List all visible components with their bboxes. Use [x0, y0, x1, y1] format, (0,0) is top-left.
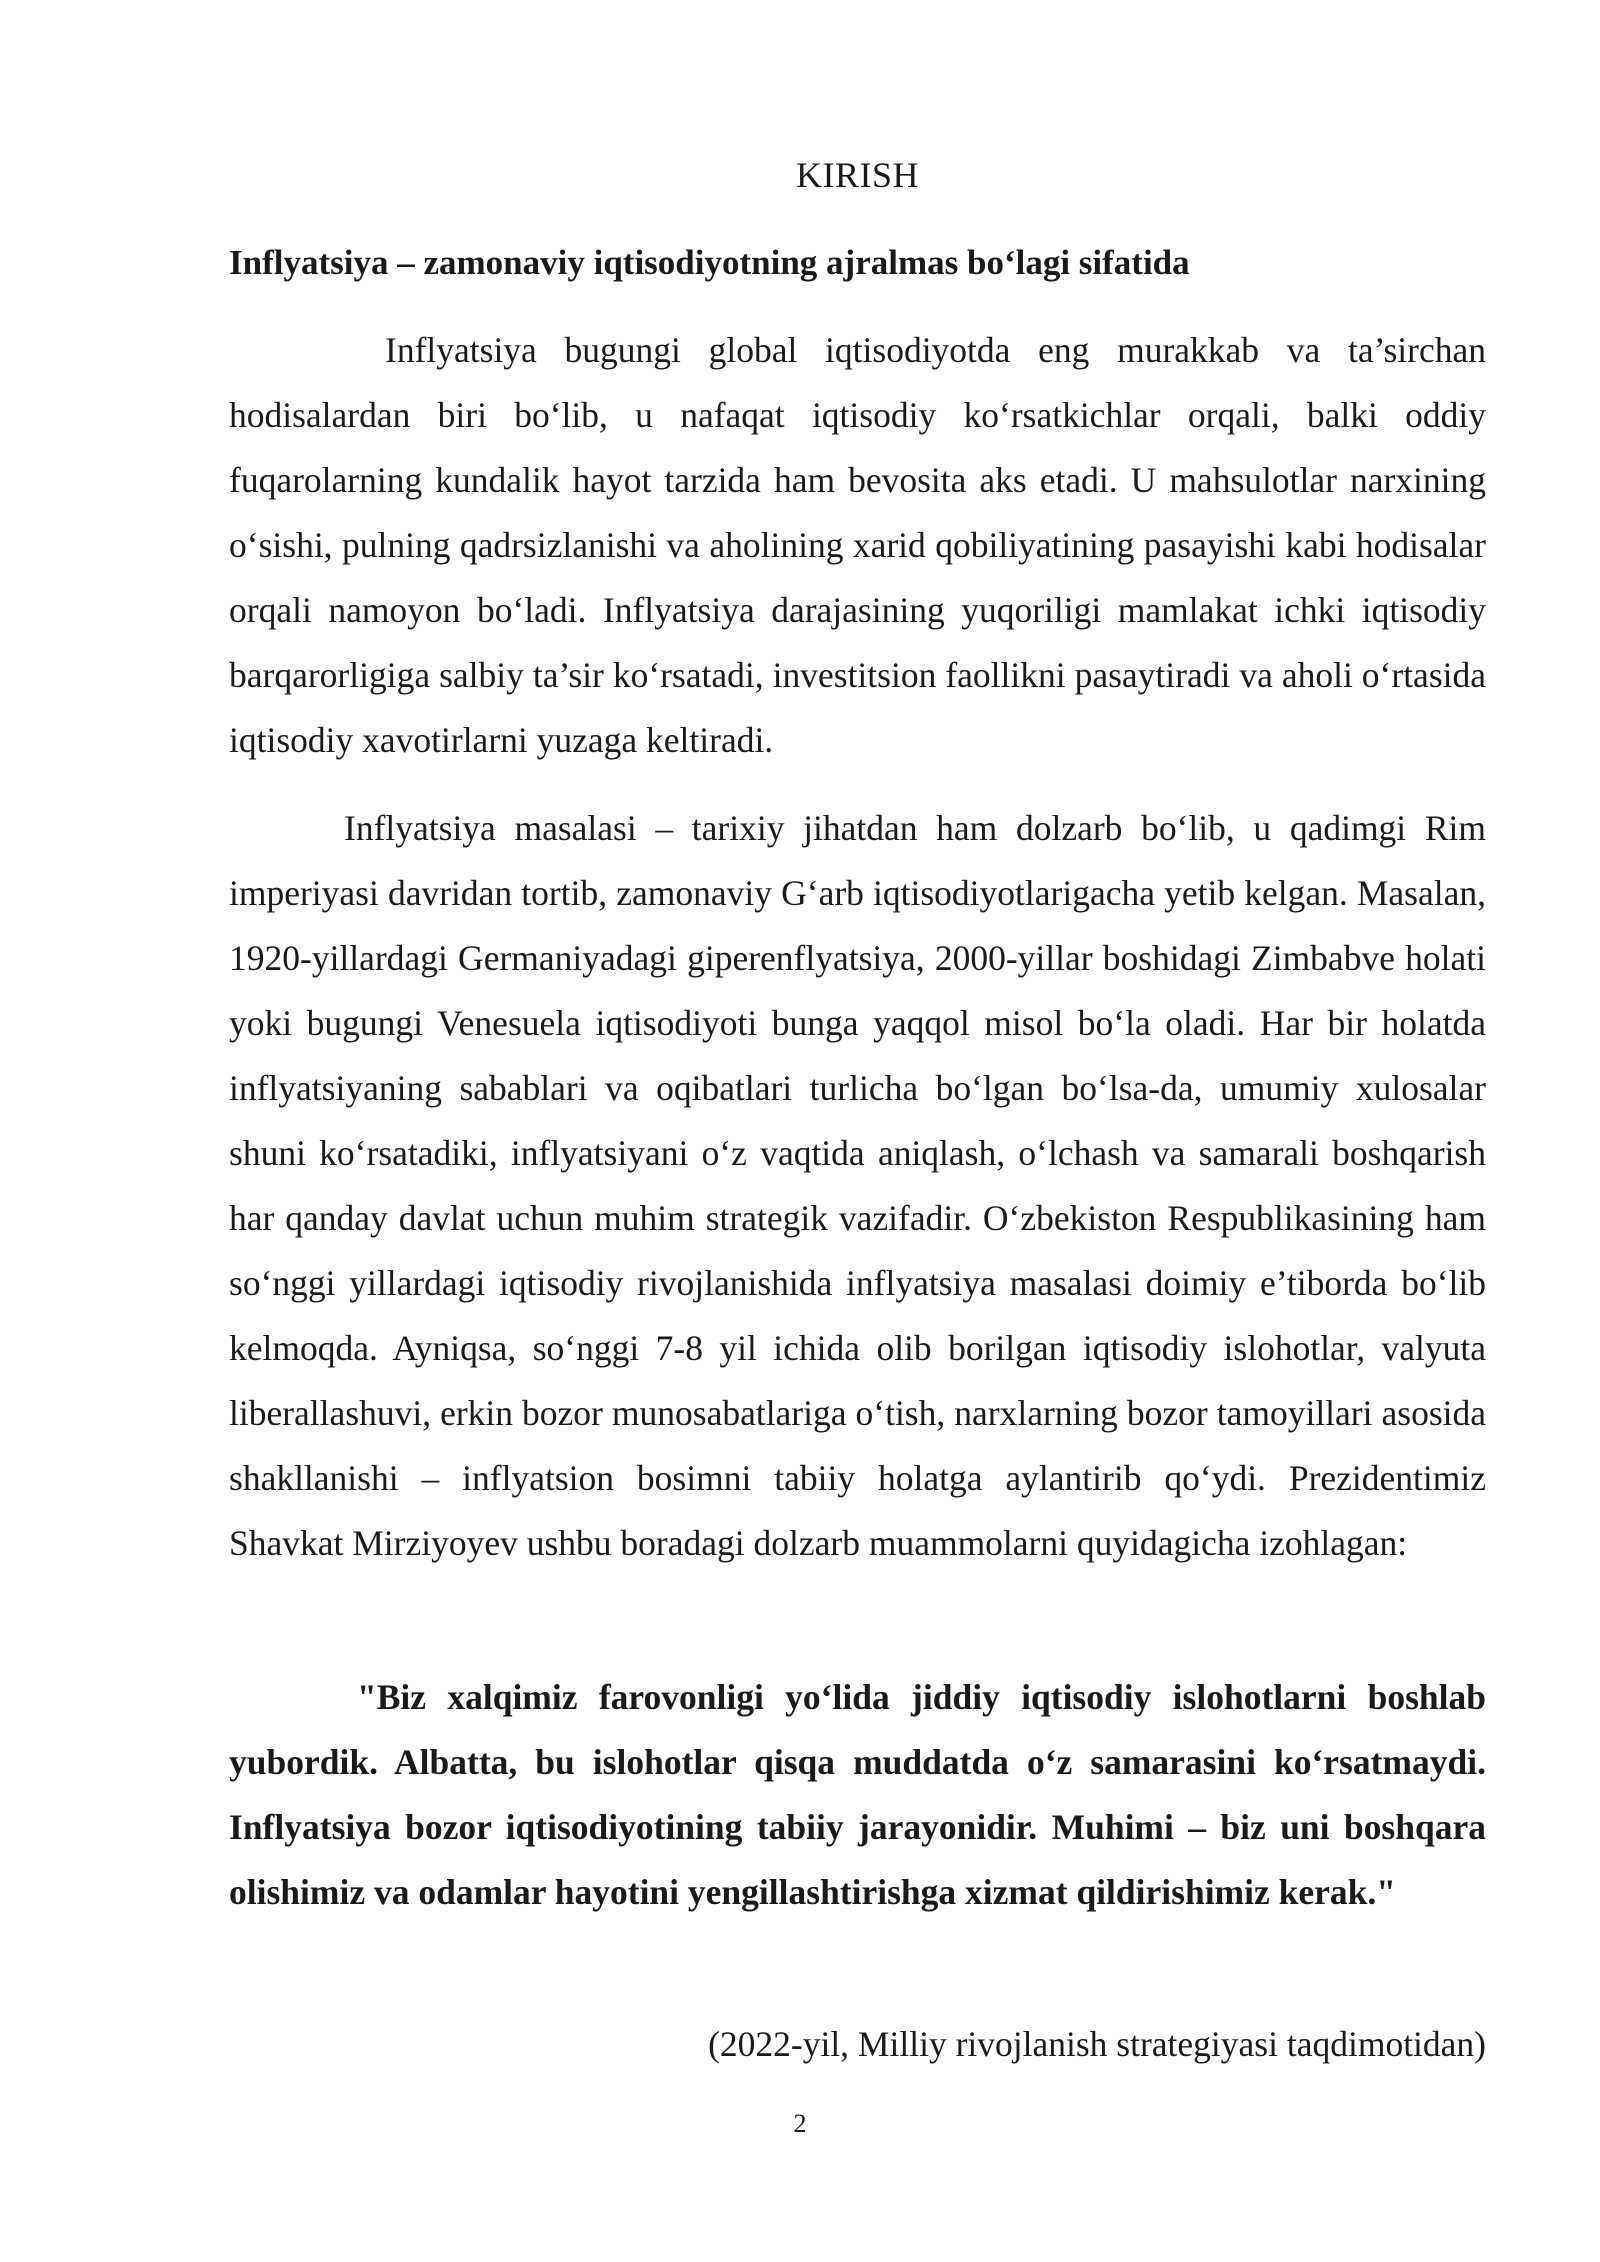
- paragraph-history: Inflyatsiya masalasi – tarixiy jihatdan ham dolzarb bo‘lib, u qadimgi Rim imperiyasi davridan tortib, zamonaviy G‘arb iqtisodiyotlarigacha yetib kelgan. Masalan, 1920-yillardagi Germaniyadagi giperenflyatsiya, 2000-yillar boshidagi Zimbabve holati yoki bugungi Venesuela iqtisodiyoti bunga yaqqol misol bo‘la oladi. Har bir holatda inflyatsiyaning sabablari va oqibatlari turlicha bo‘lgan bo‘lsa-da, umumiy xulosalar shuni ko‘rsatadiki, inflyatsiyani o‘z vaqtida aniqlash, o‘lchash va samarali boshqarish har qanday davlat uchun muhim strategik vazifadir. O‘zbekiston Respublikasining ham so‘nggi yillardagi iqtisodiy rivojlanishida inflyatsiya masalasi doimiy e’tiborda bo‘lib kelmoqda. Ayniqsa, so‘nggi 7-8 yil ichida olib borilgan iqtisodiy islohotlar, valyuta liberallashuvi, erkin bozor munosabatlariga o‘tish, narxlarning bozor tamoyillari asosida shakllanishi – inflyatsion bosimni tabiiy holatga aylantirib qo‘ydi. Prezidentimiz Shavkat Mirziyoyev ushbu boradagi dolzarb muammolarni quyidagicha izohlagan:: [229, 808, 1486, 1563]
- president-quote: "Biz xalqimiz farovonligi yo‘lida jiddiy iqtisodiy islohotlarni boshlab yubordik. Albatta, bu islohotlar qisqa muddatda o‘z samarasini ko‘rsatmaydi. Inflyatsiya bozor iqtisodiyotining tabiiy jarayonidir. Muhimi – biz uni boshqara olishimiz va odamlar hayotini yengillashtirishga xizmat qildirishimiz kerak.": [229, 1677, 1486, 1912]
- page-number: 2: [793, 2109, 807, 2138]
- paragraph-intro: Inflyatsiya bugungi global iqtisodiyotda eng murakkab va ta’sirchan hodisalardan biri bo‘lib, u nafaqat iqtisodiy ko‘rsatkichlar orqali, balki oddiy fuqarolarning kundalik hayot tarzida ham bevosita aks etadi. U mahsulotlar narxining o‘sishi, pulning qadrsizlanishi va aholining xarid qobiliyatining pasayishi kabi hodisalar orqali namoyon bo‘ladi. Inflyatsiya darajasining yuqoriligi mamlakat ichki iqtisodiy barqarorligiga salbiy ta’sir ko‘rsatadi, investitsion faollikni pasaytiradi va aholi o‘rtasida iqtisodiy xavotirlarni yuzaga keltiradi.: [229, 330, 1486, 760]
- subtitle-heading: Inflyatsiya – zamonaviy iqtisodiyotning ajralmas bo‘lagi sifatida: [229, 243, 1190, 282]
- quote-source: (2022-yil, Milliy rivojlanish strategiyasi taqdimotidan): [708, 2024, 1486, 2064]
- section-title: KIRISH: [795, 155, 919, 195]
